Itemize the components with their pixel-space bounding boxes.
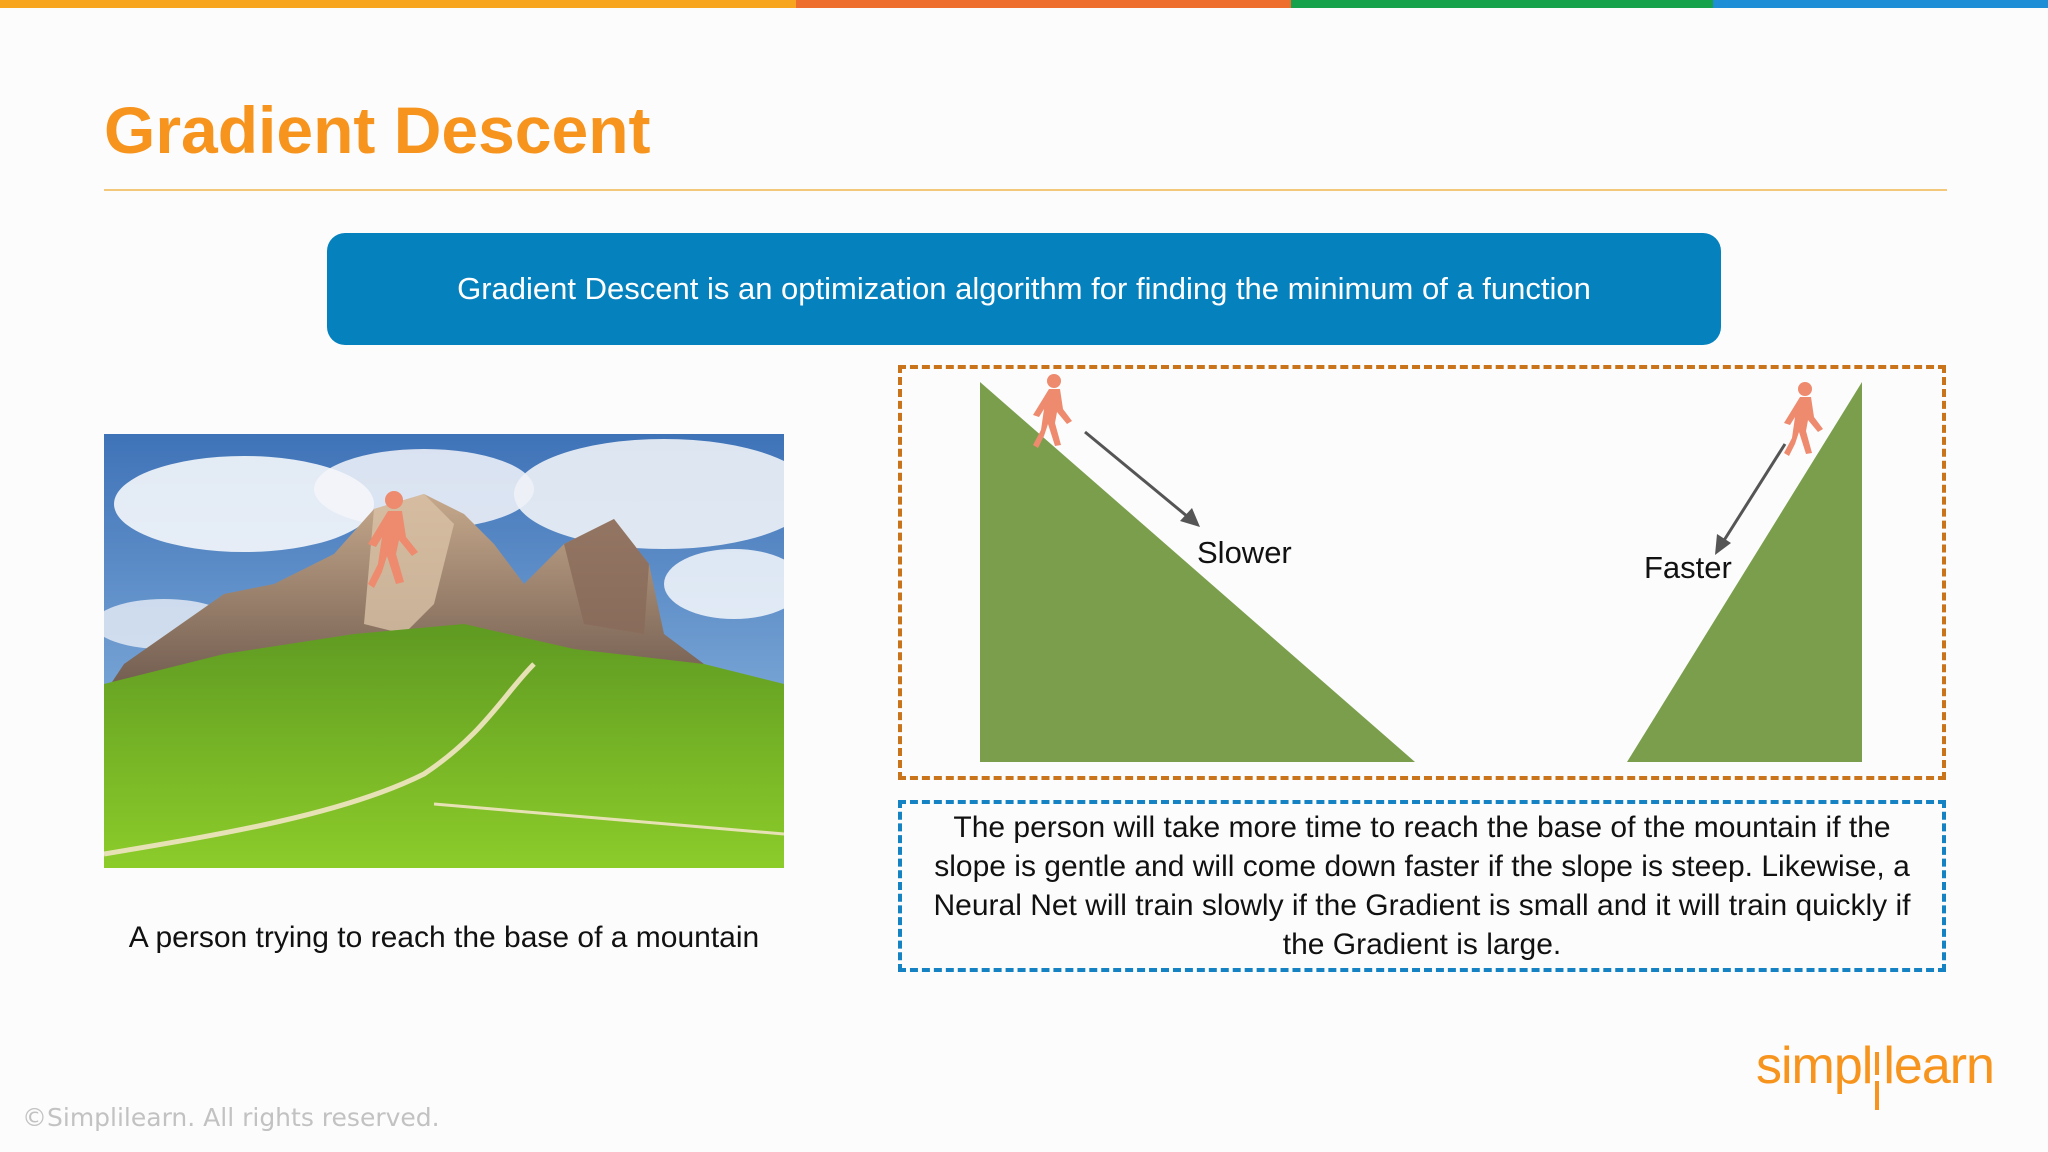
simplilearn-logo xyxy=(1756,1036,1994,1096)
top-color-bar xyxy=(0,0,2048,8)
logo-text-left: simpl xyxy=(1756,1037,1873,1095)
walking-person-icon xyxy=(1033,374,1072,448)
walking-person-icon xyxy=(1784,382,1823,456)
slope-comparison-panel xyxy=(898,365,1946,780)
slower-label: Slower xyxy=(1197,535,1292,570)
explanation-panel xyxy=(898,800,1946,972)
copyright-text: ©Simplilearn. All rights reserved. xyxy=(22,1103,440,1132)
slide-title: Gradient Descent xyxy=(104,93,651,167)
definition-banner xyxy=(327,233,1721,345)
mountain-photo xyxy=(104,434,784,868)
definition-text: Gradient Descent is an optimization algorithm for finding the minimum of a function xyxy=(457,271,1591,306)
logo-text-right: learn xyxy=(1883,1037,1994,1095)
explanation-text: The person will take more time to reach the base of the mountain if the slope is gentle and will come down faster if the slope is steep. Likewise, a Neural Net will train slowly if the Gradient is small and it will train quickly if the Gradient is large. xyxy=(933,811,1911,961)
title-divider xyxy=(104,189,1947,191)
logo-bar xyxy=(1875,1052,1879,1110)
gentle-slope xyxy=(980,382,1415,762)
photo-caption: A person trying to reach the base of a mountain xyxy=(128,921,760,954)
faster-label: Faster xyxy=(1644,550,1732,585)
